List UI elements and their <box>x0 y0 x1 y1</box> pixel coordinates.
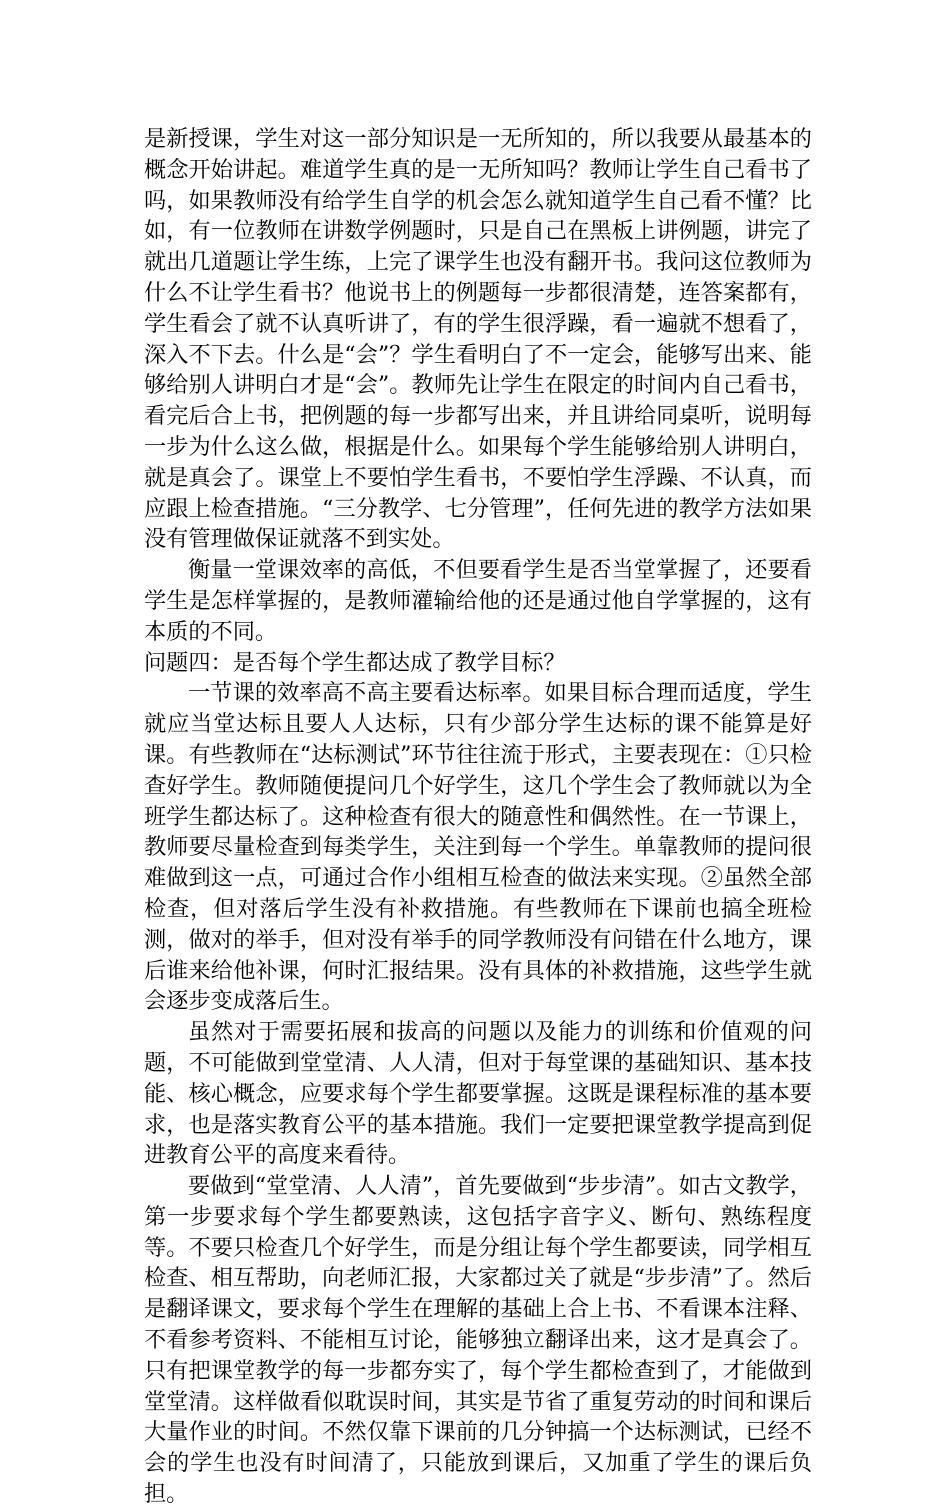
paragraph-3: 一节课的效率高不高主要看达标率。如果目标合理而适度，学生就应当堂达标且要人人达标，只有少部分学生达标的课不能算是好课。有些教师在“达标测试”环节往往流于形式，主要表现在：①只检查好学生。教师随便提问几个好学生，这几个学生会了教师就以为全班学生都达标了。这种检查有很大的随意性和偶然性。在一节课上，教师要尽量检查到每类学生，关注到每一个学生。单靠教师的提问很难做到这一点，可通过合作小组相互检查的做法来实现。②虽然全部检查，但对落后学生没有补救措施。有些教师在下课前也搞全班检测，做对的举手，但对没有举手的同学教师没有问错在什么地方，课后谁来给他补课，何时汇报结果。没有具体的补救措施，这些学生就会逐步变成落后生。 <box>144 680 812 1015</box>
document-page <box>144 124 812 1510</box>
paragraph-4: 虽然对于需要拓展和拔高的问题以及能力的训练和价值观的问题，不可能做到堂堂清、人人清，但对于每堂课的基础知识、基本技能、核心概念，应要求每个学生都要掌握。这既是课程标准的基本要求，也是落实教育公平的基本措施。我们一定要把课堂教学提高到促进教育公平的高度来看待。 <box>144 1019 812 1169</box>
paragraph-2: 衡量一堂课效率的高低，不但要看学生是否当堂掌握了，还要看学生是怎样掌握的，是教师灌输给他的还是通过他自学掌握的，这有本质的不同。 <box>144 557 812 645</box>
paragraph-5: 要做到“堂堂清、人人清”，首先要做到“步步清”。如古文教学，第一步要求每个学生都要熟读，这包括字音字义、断句、熟练程度等。不要只检查几个好学生，而是分组让每个学生都要读，同学相互检查、相互帮助，向老师汇报，大家都过关了就是“步步清”了。然后是翻译课文，要求每个学生在理解的基础上合上书、不看课本注释、不看参考资料、不能相互讨论，能够独立翻译出来，这才是真会了。只有把课堂教学的每一步都夯实了，每个学生都检查到了，才能做到堂堂清。这样做看似耽误时间，其实是节省了重复劳动的时间和课后大量作业的时间。不然仅靠下课前的几分钟搞一个达标测试，已经不会的学生也没有时间清了，只能放到课后，又加重了学生的课后负担。 <box>144 1173 812 1508</box>
paragraph-1: 是新授课，学生对这一部分知识是一无所知的，所以我要从最基本的概念开始讲起。难道学生真的是一无所知吗？教师让学生自己看书了吗，如果教师没有给学生自学的机会怎么就知道学生自己看不懂？比如，有一位教师在讲数学例题时，只是自己在黑板上讲例题，讲完了就出几道题让学生练，上完了课学生也没有翻开书。我问这位教师为什么不让学生看书？他说书上的例题每一步都很清楚，连答案都有，学生看会了就不认真听讲了，有的学生很浮躁，看一遍就不想看了，深入不下去。什么是“会”？学生看明白了不一定会，能够写出来、能够给别人讲明白才是“会”。教师先让学生在限定的时间内自己看书，看完后合上书，把例题的每一步都写出来，并且讲给同桌听，说明每一步为什么这么做，根据是什么。如果每个学生能够给别人讲明白，就是真会了。课堂上不要怕学生看书，不要怕学生浮躁、不认真，而应跟上检查措施。“三分教学、七分管理”，任何先进的教学方法如果没有管理做保证就落不到实处。 <box>144 126 812 553</box>
section-heading-4: 问题四：是否每个学生都达成了教学目标？ <box>144 649 566 676</box>
